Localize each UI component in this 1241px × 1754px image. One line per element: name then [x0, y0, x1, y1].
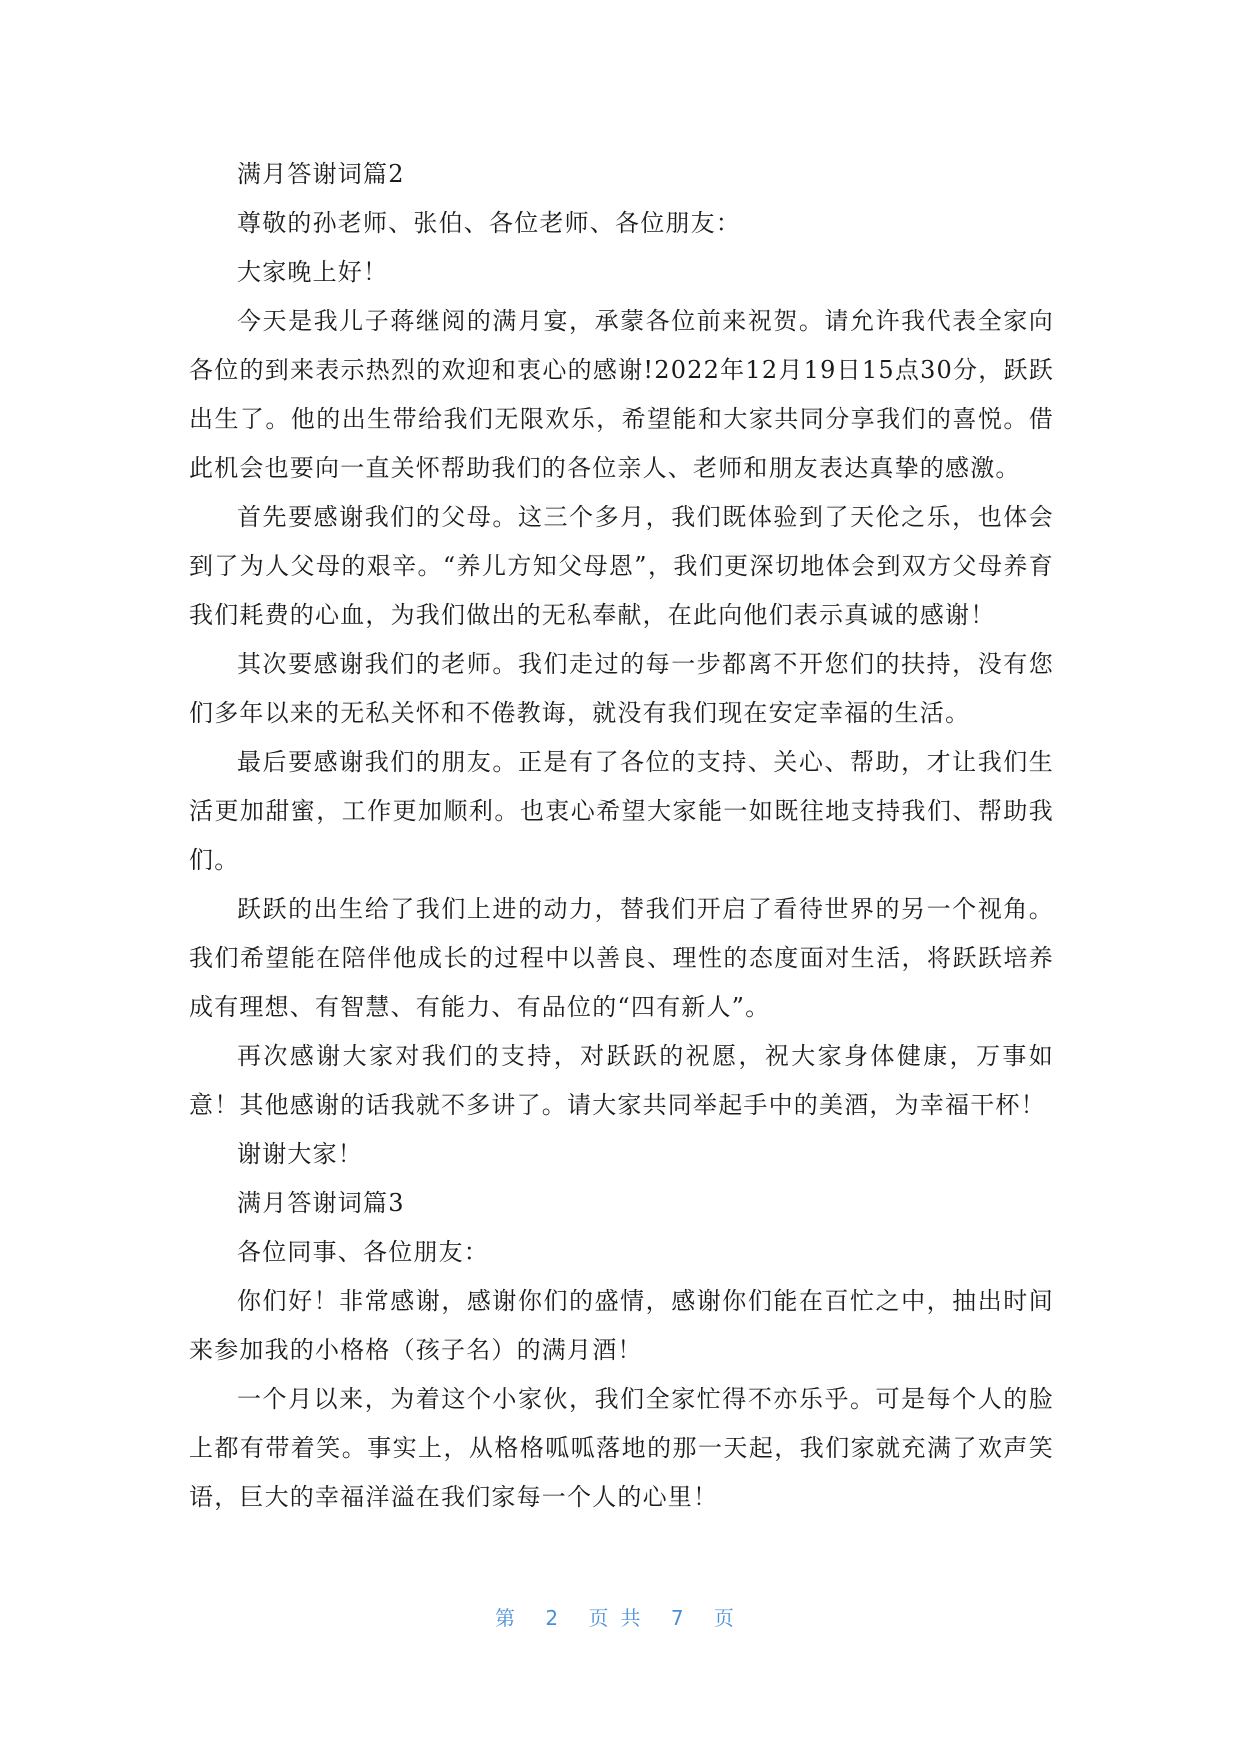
paragraph: 一个月以来，为着这个小家伙，我们全家忙得不亦乐乎。可是每个人的脸上都有带着笑。事实上，从格格呱呱落地的那一天起，我们家就充满了欢声笑语，巨大的幸福洋溢在我们家每一个人的心里！: [189, 1385, 1054, 1511]
section-heading: 满月答谢词篇2: [237, 160, 405, 188]
page-number-footer: 第 2 页共 7 页: [495, 1606, 746, 1630]
paragraph: 最后要感谢我们的朋友。正是有了各位的支持、关心、帮助，才让我们生活更加甜蜜，工作更加顺利。也衷心希望大家能一如既往地支持我们、帮助我们。: [189, 748, 1054, 874]
greeting: 大家晚上好！: [237, 258, 389, 286]
paragraph: 跃跃的出生给了我们上进的动力，替我们开启了看待世界的另一个视角。我们希望能在陪伴他成长的过程中以善良、理性的态度面对生活，将跃跃培养成有理想、有智慧、有能力、有品位的“四有新人”。: [189, 895, 1054, 1021]
paragraph: 今天是我儿子蒋继阅的满月宴，承蒙各位前来祝贺。请允许我代表全家向各位的到来表示热烈的欢迎和衷心的感谢!2022年12月19日15点30分，跃跃出生了。他的出生带给我们无限欢乐，希望能和大家共同分享我们的喜悦。借此机会也要向一直关怀帮助我们的各位亲人、老师和朋友表达真挚的感激。: [189, 307, 1054, 482]
paragraph: 再次感谢大家对我们的支持，对跃跃的祝愿，祝大家身体健康，万事如意！其他感谢的话我就不多讲了。请大家共同举起手中的美酒，为幸福干杯！: [189, 1042, 1054, 1119]
paragraph: 首先要感谢我们的父母。这三个多月，我们既体验到了天伦之乐，也体会到了为人父母的艰辛。“养儿方知父母恩”，我们更深切地体会到双方父母养育我们耗费的心血，为我们做出的无私奉献，在此向他们表示真诚的感谢！: [189, 503, 1054, 629]
document-body: [189, 150, 1054, 1522]
salutation: 尊敬的孙老师、张伯、各位老师、各位朋友：: [237, 209, 741, 237]
closing: 谢谢大家！: [237, 1140, 363, 1168]
section-heading: 满月答谢词篇3: [237, 1189, 405, 1217]
paragraph: 你们好！非常感谢，感谢你们的盛情，感谢你们能在百忙之中，抽出时间来参加我的小格格（孩子名）的满月酒！: [189, 1287, 1054, 1364]
salutation: 各位同事、各位朋友：: [237, 1238, 489, 1266]
paragraph: 其次要感谢我们的老师。我们走过的每一步都离不开您们的扶持，没有您们多年以来的无私关怀和不倦教诲，就没有我们现在安定幸福的生活。: [189, 650, 1054, 727]
